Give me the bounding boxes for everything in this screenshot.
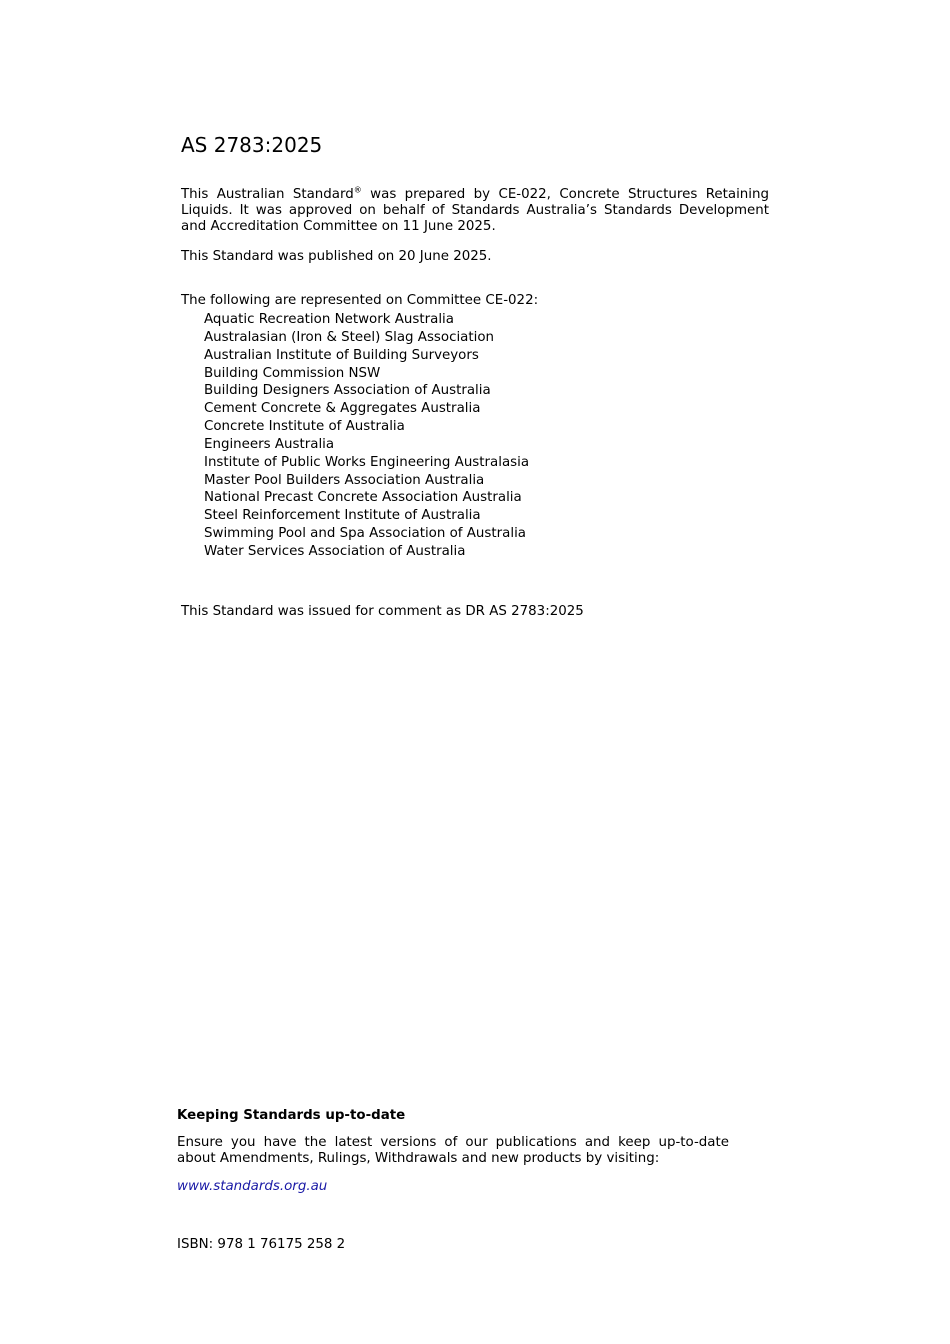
preparation-text-start: This Australian Standard [181, 187, 354, 202]
issued-for-comment-statement: This Standard was issued for comment as DR AS 2783:2025 [181, 604, 584, 619]
committee-member: Building Designers Association of Australia [204, 383, 491, 399]
committee-member: Building Commission NSW [204, 365, 381, 381]
keeping-standards-text: Ensure you have the latest versions of our publications and keep up-to-date about Amendments, Rulings, Withdrawals and new products by visiting: [177, 1135, 729, 1166]
standards-website-link[interactable]: www.standards.org.au [177, 1179, 328, 1194]
committee-member: Engineers Australia [204, 436, 335, 452]
registered-trademark-mark: ® [353, 185, 362, 195]
committee-member: Aquatic Recreation Network Australia [204, 312, 454, 327]
committee-member-list [204, 311, 529, 561]
committee-member: Swimming Pool and Spa Association of Australia [204, 526, 526, 542]
committee-member: Steel Reinforcement Institute of Australia [204, 508, 481, 524]
isbn-number: ISBN: 978 1 76175 258 2 [177, 1237, 346, 1252]
committee-member: Institute of Public Works Engineering Australasia [204, 454, 530, 470]
committee-member: Water Services Association of Australia [204, 543, 466, 559]
document-title: AS 2783:2025 [181, 133, 323, 157]
publication-date-statement: This Standard was published on 20 June 2025. [181, 249, 492, 264]
committee-member: Concrete Institute of Australia [204, 419, 405, 435]
keeping-standards-heading: Keeping Standards up-to-date [177, 1108, 406, 1123]
committee-intro: The following are represented on Committee CE-022: [181, 293, 539, 308]
committee-member: Australian Institute of Building Surveyors [204, 347, 479, 363]
committee-member: Cement Concrete & Aggregates Australia [204, 401, 481, 417]
committee-member: National Precast Concrete Association Australia [204, 490, 522, 506]
preparation-text-end: was prepared by CE-022, Concrete Structures Retaining Liquids. It was approved on behalf of Standards Australia’s Standards Development and Accreditation Committee on 11 June 2025. [181, 187, 770, 234]
preparation-statement [181, 187, 769, 235]
committee-member: Master Pool Builders Association Australia [204, 472, 485, 488]
committee-member: Australasian (Iron & Steel) Slag Association [204, 329, 495, 345]
